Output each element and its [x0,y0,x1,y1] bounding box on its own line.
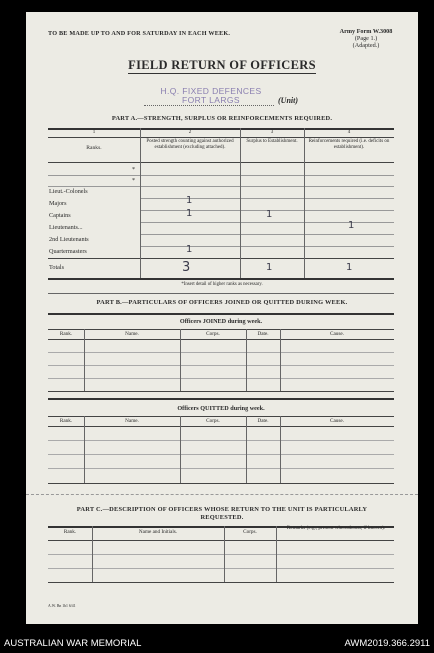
totals-label: Totals [49,264,65,271]
rank-label: Quartermasters [49,248,87,255]
print-code: A.W. Bn 1b1 6/41 [48,604,76,608]
star-marker-1: * [132,166,136,173]
joined-col-name: Name. [125,331,139,337]
partc-col-remarks: Remarks (e.g., present whereabouts, if known). [286,525,386,531]
partc-col-rank: Rank. [63,529,77,535]
reinforcements-header: Reinforcements required (i.e. deficits on establishment). [308,139,390,150]
form-number [326,28,406,49]
caption-left: AUSTRALIAN WAR MEMORIAL [4,638,142,649]
form-adapted: (Adapted.) [352,42,380,49]
totals-posted: 3 [182,260,191,275]
quitted-col-date: Date. [257,418,269,424]
col-number-2: 2 [188,130,192,135]
posted-value: 1 [186,195,193,206]
rank-label: Lieut.-Colonels [49,188,88,195]
col-number-3: 3 [270,130,274,135]
instruction-text: TO BE MADE UP TO AND FOR SATURDAY IN EACH WEEK. [48,30,231,37]
part-c-heading-line-1: PART C.—DESCRIPTION OF OFFICERS WHOSE RETURN TO THE UNIT IS PARTICULARLY [76,506,368,513]
stamp-line-2: FORT LARGS [181,95,240,105]
joined-col-date: Date. [257,331,269,337]
star-marker-2: * [132,177,136,184]
reinforcements-value: 1 [348,220,355,231]
form-page [26,12,418,624]
part-a-heading: PART A.—STRENGTH, SURPLUS OR REINFORCEMENTS REQUIRED. [111,115,333,122]
quitted-col-corps: Corps. [206,418,220,424]
caption-right: AWM2019.366.2911 [344,638,430,649]
partc-col-name: Name and Initials. [138,529,178,535]
form-page-no: (Page 1.) [354,35,378,42]
rank-label: Captains [49,212,71,219]
quitted-col-name: Name. [125,418,139,424]
ranks-header: Ranks. [86,145,102,151]
rank-label: Lieutenants... [49,224,83,231]
surplus-value: 1 [266,209,273,220]
col-number-4: 4 [347,130,351,135]
part-b-heading: PART B.—PARTICULARS OF OFFICERS JOINED OR QUITTED DURING WEEK. [96,299,348,306]
rank-label: 2nd Lieutenants [49,236,89,243]
part-a-footnote: *Insert detail of higher ranks as necessary. [181,282,263,287]
posted-value: 1 [186,244,193,255]
page-title: FIELD RETURN OF OFFICERS [128,58,316,72]
posted-value: 1 [186,208,193,219]
quitted-col-cause: Cause. [330,418,344,424]
unit-dotted-line [144,105,274,106]
part-c-heading-line-2: REQUESTED. [200,514,244,521]
quitted-col-rank: Rank. [59,418,73,424]
totals-reinforcements: 1 [346,262,353,273]
quitted-heading: Officers QUITTED during week. [177,405,265,412]
stamp-line-1: H.Q. FIXED DEFENCES [160,86,262,96]
surplus-header: Surplus to Establishment. [246,139,298,144]
joined-col-rank: Rank. [59,331,73,337]
joined-col-corps: Corps. [206,331,220,337]
part-c-heading [46,506,398,522]
unit-stamp [138,87,284,105]
form-no: Army Form W.3008 [339,28,393,35]
joined-heading: Officers JOINED during week. [179,318,263,325]
fold-line [26,494,418,495]
col-number-1: 1 [92,130,96,135]
rank-label: Majors [49,200,67,207]
unit-label: (Unit) [278,96,298,105]
posted-header: Posted strength counting against authorized establishment (excluding attached). [146,139,234,150]
joined-col-cause: Cause. [330,331,344,337]
totals-surplus: 1 [266,262,273,273]
partc-col-corps: Corps. [243,529,257,535]
